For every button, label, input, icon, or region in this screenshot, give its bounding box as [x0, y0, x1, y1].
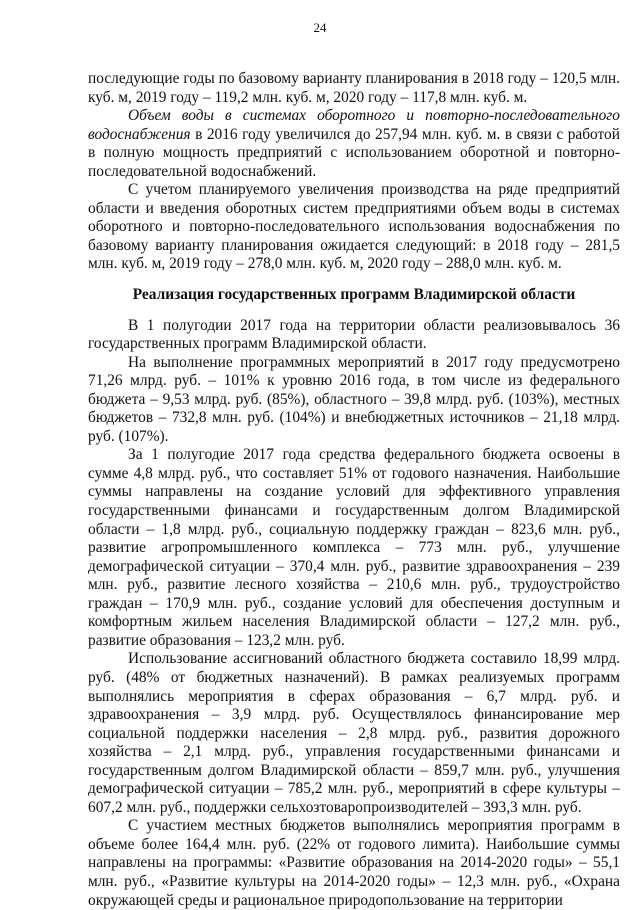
section-heading: Реализация государственных программ Владимирской области [132, 286, 576, 304]
body-text [88, 70, 620, 910]
paragraph-2-italic: Объем воды в системах оборотного и повторно-последовательного водоснабжения [88, 107, 620, 143]
page-number: 24 [313, 20, 327, 35]
paragraph-2-text: в 2016 году увеличился до 257,94 млн. куб. м. в связи с работой в полную мощность предприятий с использованием оборотной и повторно-последовательной водоснабжений. [88, 125, 620, 180]
paragraph-3: С учетом планируемого увеличения производства на ряде предприятий области и введения оборотных систем предприятиями объем воды в системах оборотного и повторно-последовательного использования водоснабжения по базовому варианту планирования ожидается следующий: в 2018 году – 281,5 млн. куб. м, 2019 году – 278,0 млн. куб. м, 2020 году – 288,0 млн. куб. м. [88, 181, 620, 273]
paragraph-2 [88, 107, 620, 181]
paragraph-1: последующие годы по базовому варианту планирования в 2018 году – 120,5 млн. куб. м, 2019 году – 119,2 млн. куб. м, 2020 году – 117,8 млн. куб. м. [88, 70, 620, 106]
paragraph-7: Использование ассигнований областного бюджета составило 18,99 млрд. руб. (48% от бюджетных назначений). В рамках реализуемых программ выполнялись мероприятия в сферах образования – 6,7 млрд. руб. и здравоохранения – 3,9 млрд. руб. Осуществлялось финансирование мер социальной поддержки населения – 2,8 млрд. руб., развития дорожного хозяйства – 2,1 млрд. руб., управления государственными финансами и государственным долгом Владимирской области – 859,7 млн. руб., улучшения демографической ситуации – 785,2 млн. руб., мероприятий в сфере культуры – 607,2 млн. руб., поддержки сельхозтоваропроизводителей – 393,3 млн. руб. [88, 650, 620, 816]
paragraph-4: В 1 полугодии 2017 года на территории области реализовывалось 36 государственных программ Владимирской области. [88, 316, 620, 353]
paragraph-8: С участием местных бюджетов выполнялись мероприятия программ в объеме более 164,4 млн. руб. (22% от годового лимита). Наибольшие суммы направлены на программы: «Развитие образования на 2014-2020 годы» – 55,1 млн. руб., «Развитие культуры на 2014-2020 годы» – 12,3 млн. руб., «Охрана окружающей среды и рациональное природопользование на территории [88, 817, 620, 909]
paragraph-6: За 1 полугодие 2017 года средства федерального бюджета освоены в сумме 4,8 млрд. руб., что составляет 51% от годового назначения. Наибольшие суммы направлены на создание условий для эффективного управления государственными финансами и государственным долгом Владимирской области – 1,8 млрд. руб., социальную поддержку граждан – 823,6 млн. руб., развитие агропромышленного комплекса – 773 млн. руб., улучшение демографической ситуации – 370,4 млн. руб., развитие здравоохранения – 239 млн. руб., развитие лесного хозяйства – 210,6 млн. руб., трудоустройство граждан – 170,9 млн. руб., создание условий для обеспечения доступным и комфортным жильем населения Владимирской области – 127,2 млн. руб., развитие образования – 123,2 млн. руб. [88, 446, 620, 649]
paragraph-5: На выполнение программных мероприятий в 2017 году предусмотрено 71,26 млрд. руб. – 101% к уровню 2016 года, в том числе из федерального бюджета – 9,53 млрд. руб. (85%), областного – 39,8 млрд. руб. (103%), местных бюджетов – 732,8 млн. руб. (104%) и внебюджетных источников – 21,18 млрд. руб. (107%). [88, 353, 620, 445]
